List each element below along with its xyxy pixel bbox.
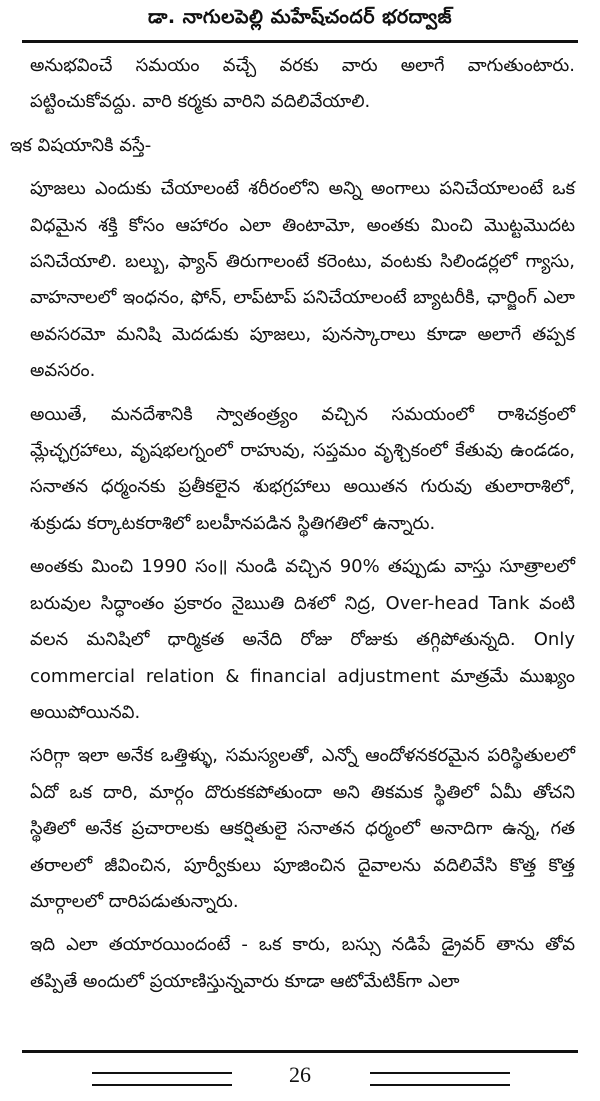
paragraph-2: ఇక విషయానికి వస్తే- [10, 134, 152, 156]
footer-ornament-left [92, 1072, 232, 1086]
page-body [10, 48, 575, 1007]
paragraph-7: ఇది ఎలా తయారయిందంటే - ఒక కారు, బస్సు నడిపే డ్రైవర్ తాను తోవ తప్పితే అందులో ప్రయాణిస్తున్నవారు కూడా ఆటోమేటిక్‌గా ఎలా [30, 934, 575, 992]
paragraph-6: సరిగ్గా ఇలా అనేక ఒత్తిళ్ళు, సమస్యలతో, ఎన్నో ఆందోళనకరమైన పరిస్థితులలో ఏదో ఒక దారి, మార్గం దొరుకకపోతుందా అని తికమక స్థితిలో ఏమీ తోచని స్థితిలో అనేక ప్రచారాలకు ఆకర్షితులై సనాతన ధర్మంలో అనాదిగా ఉన్న, గత తరాలలో జీవించిన, పూర్వీకులు పూజించిన దైవాలను వదిలివేసి కొత్త కొత్త మార్గాలలో దారిపడుతున్నారు. [30, 745, 575, 912]
page-number: 26 [289, 1062, 311, 1087]
running-header-title: డా. నాగులపెల్లి మహేష్‌చందర్ భరద్వాజ్ [147, 6, 453, 28]
page-footer [0, 1062, 600, 1092]
paragraph-1: అనుభవించే సమయం వచ్చే వరకు వారు అలాగే వాగుతుంటారు. పట్టించుకోవద్దు. వారి కర్మకు వారిని వదిలివేయాలి. [30, 55, 575, 113]
paragraph-3: పూజలు ఎందుకు చేయాలంటే శరీరంలోని అన్ని అంగాలు పనిచేయాలంటే ఒక విధమైన శక్తి కోసం ఆహారం ఎలా తింటామో, అంతకు మించి మొట్టమొదట పనిచేయాలి. బల్బు, ఫ్యాన్ తిరుగాలంటే కరెంటు, వంటకు సిలిండర్లలో గ్యాసు, వాహనాలలో ఇంధనం, ఫోన్, లాప్‌టాప్ పనిచేయాలంటే బ్యాటరీకి, ఛార్జింగ్ ఎలా అవసరమో మనిషి మెదడుకు పూజలు, పునస్కారాలు కూడా అలాగే తప్పక అవసరం. [30, 178, 575, 382]
footer-ornament-right [370, 1072, 510, 1086]
paragraph-4: అయితే, మనదేశానికి స్వాతంత్ర్యం వచ్చిన సమయంలో రాశిచక్రంలో మ్లేచ్ఛగ్రహాలు, వృషభలగ్నంలో రాహువు, సప్తమం వృశ్చికంలో కేతువు ఉండడం, సనాతన ధర్మంనకు ప్రతీకలైన శుభగ్రహాలు అయితన గురువు తులారాశిలో, శుక్రుడు కర్కాటకరాశిలో బలహీనపడిన స్థితిగతిలో ఉన్నారు. [30, 403, 575, 534]
footer-rule [22, 1050, 578, 1053]
paragraph-5: అంతకు మించి 1990 సం॥ నుండి వచ్చిన 90% తప్పుడు వాస్తు సూత్రాలలో బరువుల సిద్ధాంతం ప్రకారం నైఋతి దిశలో నిద్ర, Over-head Tank వంటి వలన మనిషిలో ధార్మికత అనేది రోజు రోజుకు తగ్గిపోతున్నది. Only commercial relation & financial adjustment మాత్రమే ముఖ్యం అయిపోయినవి. [30, 556, 575, 723]
header-rule [22, 40, 578, 43]
